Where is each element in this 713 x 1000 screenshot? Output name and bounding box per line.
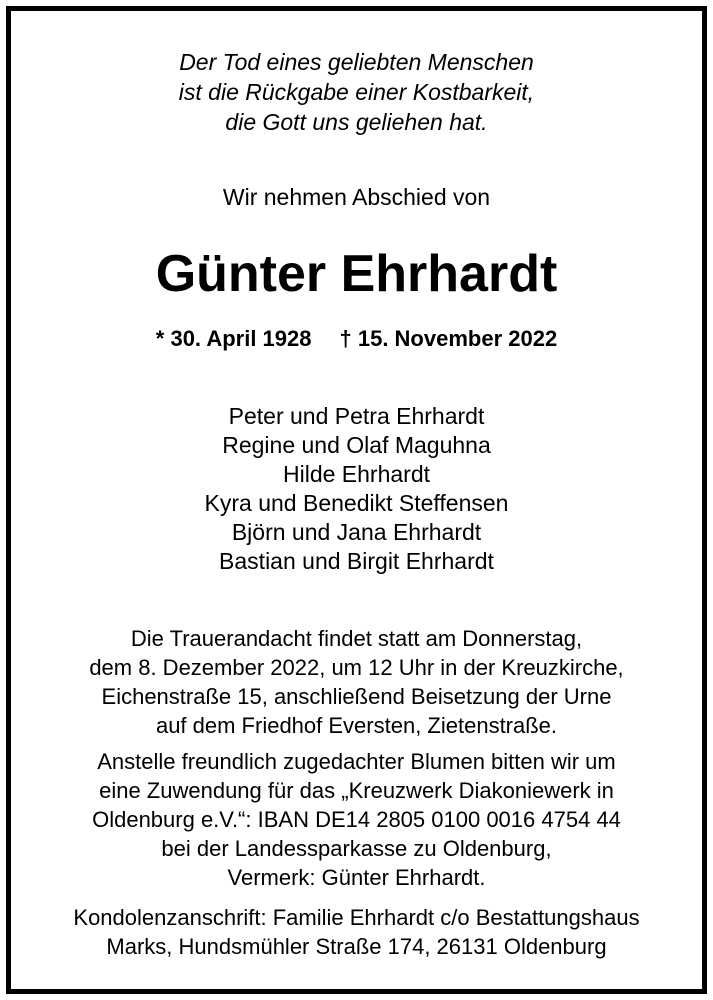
deceased-name: Günter Ehrhardt [155, 245, 558, 303]
donation-info-line: eine Zuwendung für das „Kreuzwerk Diakoniewerk in [99, 778, 614, 803]
service-info-line: auf dem Friedhof Eversten, Zietenstraße. [155, 713, 558, 738]
donation-info-line: bei der Landessparkasse zu Oldenburg, [161, 836, 552, 861]
service-info-line: Eichenstraße 15, anschließend Beisetzung der Urne [101, 684, 612, 709]
donation-info-line: Vermerk: Günter Ehrhardt. [227, 865, 486, 890]
service-info-line: dem 8. Dezember 2022, um 12 Uhr in der Kreuzkirche, [89, 655, 624, 680]
family-member: Kyra und Benedikt Steffensen [204, 490, 509, 516]
family-member: Hilde Ehrhardt [282, 461, 431, 487]
condolence-address-line: Marks, Hundsmühler Straße 174, 26131 Oldenburg [106, 934, 607, 959]
life-dates [11, 328, 702, 350]
quote-line: Der Tod eines geliebten Menschen [179, 49, 534, 75]
family-member: Bastian und Birgit Ehrhardt [219, 548, 494, 574]
family-member: Björn und Jana Ehrhardt [231, 519, 482, 545]
birth-date: * 30. April 1928 [155, 326, 312, 351]
family-member: Peter und Petra Ehrhardt [228, 403, 485, 429]
death-date: † 15. November 2022 [339, 326, 558, 351]
donation-info-line: Anstelle freundlich zugedachter Blumen bitten wir um [97, 749, 616, 774]
obituary-frame [6, 6, 707, 994]
condolence-address-line: Kondolenzanschrift: Familie Ehrhardt c/o Bestattungshaus [73, 905, 640, 930]
intro-text: Wir nehmen Abschied von [222, 184, 491, 210]
donation-info-line: Oldenburg e.V.“: IBAN DE14 2805 0100 0016 4754 44 [92, 807, 621, 832]
quote-line: die Gott uns geliehen hat. [225, 109, 488, 135]
service-info-line: Die Trauerandacht findet statt am Donnerstag, [130, 626, 583, 651]
quote-line: ist die Rückgabe einer Kostbarkeit, [178, 79, 535, 105]
family-member: Regine und Olaf Maguhna [222, 432, 491, 458]
